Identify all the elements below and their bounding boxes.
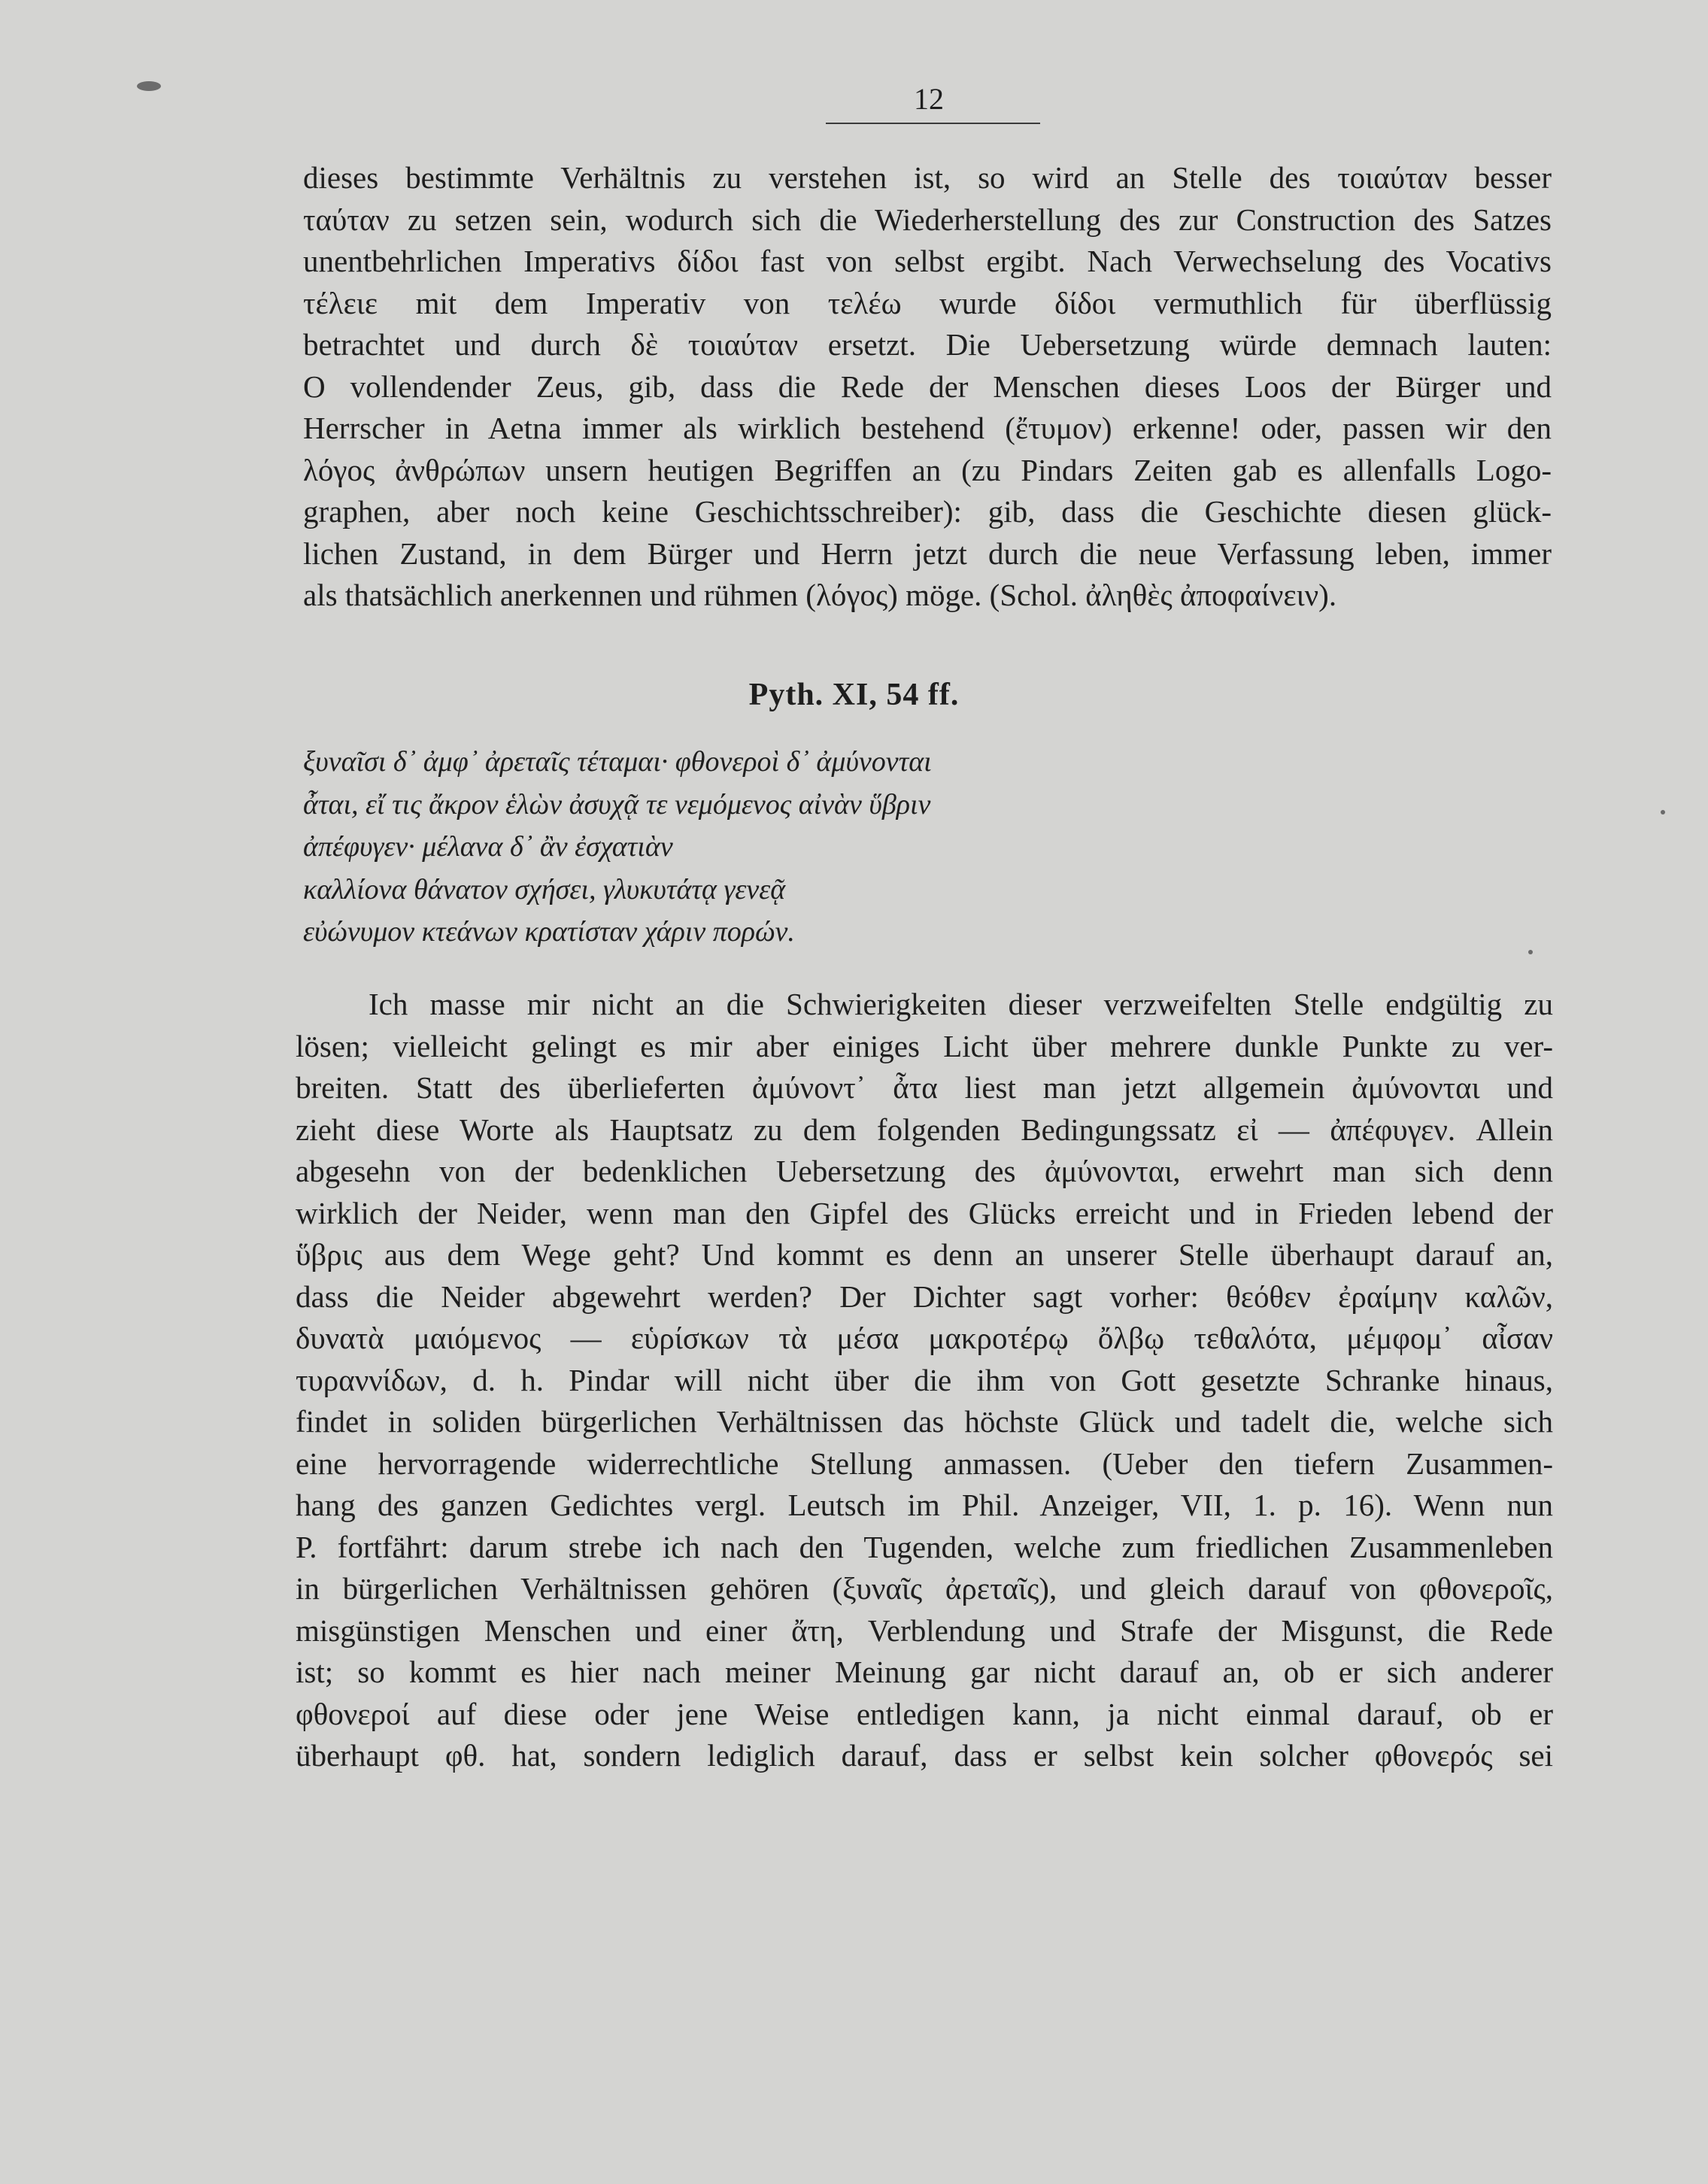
- verse-line: ξυναῖσι δ᾽ ἀμφ᾽ ἀρεταῖς τέταμαι· φθονεροὶ δ᾽ ἀμύνονται: [303, 746, 932, 778]
- text-line: überhaupt φθ. hat, sondern lediglich darauf, dass er selbst kein solcher φθονερός sei: [296, 1738, 1553, 1773]
- text-line: misgünstigen Menschen und einer ἄτη, Verblendung und Strafe der Misgunst, die Rede: [296, 1612, 1553, 1648]
- header-rule: [826, 123, 1040, 124]
- text-line: τυραννίδων, d. h. Pindar will nicht über die ihm von Gott gesetzte Schranke hinaus,: [296, 1362, 1553, 1397]
- text-line: lichen Zustand, in dem Bürger und Herrn jetzt durch die neue Verfassung leben, immer: [303, 535, 1552, 571]
- verse-line: εὐώνυμον κτεάνων κρατίσταν χάριν πορών.: [303, 916, 795, 948]
- text-line: Herrscher in Aetna immer als wirklich bestehend (ἔτυμον) erkenne! oder, passen wir den: [303, 411, 1552, 445]
- section-heading: Pyth. XI, 54 ff.: [748, 678, 960, 712]
- text-line: δυνατὰ μαιόμενος — εὑρίσκων τὰ μέσα μακροτέρῳ ὄλβῳ τεθαλότα, μέμφομ᾽ αἶσαν: [296, 1321, 1553, 1355]
- ink-smudge: [137, 81, 161, 91]
- verse-line: ἆται, εἴ τις ἄκρον ἑλὼν ἀσυχᾷ τε νεμόμενος αἰνὰν ὕβριν: [303, 788, 931, 821]
- margin-speck: [1661, 810, 1665, 814]
- text-line: zieht diese Worte als Hauptsatz zu dem folgenden Bedingungssatz εἰ — ἀπέφυγεν. Allein: [296, 1112, 1553, 1147]
- text-line: in bürgerlichen Verhältnissen gehören (ξυναῖς ἀρεταῖς), und gleich darauf von φθονεροῖς,: [296, 1571, 1553, 1606]
- greek-verse-quotation: [303, 741, 932, 954]
- text-line: abgesehn von der bedenklichen Uebersetzung des ἀμύνονται, erwehrt man sich denn: [296, 1154, 1553, 1188]
- text-line: betrachtet und durch δὲ τοιαύταν ersetzt. Die Uebersetzung würde demnach lauten:: [303, 327, 1552, 362]
- text-line: wirklich der Neider, wenn man den Gipfel des Glücks erreicht und in Frieden lebend der: [296, 1195, 1553, 1230]
- text-line: λόγος ἀνθρώπων unsern heutigen Begriffen an (zu Pindars Zeiten gab es allenfalls Logo-: [303, 452, 1552, 487]
- text-line: φθονεροί auf diese oder jene Weise entledigen kann, ja nicht einmal darauf, ob er: [296, 1696, 1553, 1731]
- text-line: ταύταν zu setzen sein, wodurch sich die Wiederherstellung des zur Construction des Satzes: [303, 202, 1552, 237]
- text-line: findet in soliden bürgerlichen Verhältnissen das höchste Glück und tadelt die, welche sich: [296, 1404, 1553, 1439]
- text-line: graphen, aber noch keine Geschichtsschreiber): gib, dass die Geschichte diesen glück-: [303, 494, 1552, 529]
- verse-line: ἀπέφυγεν· μέλανα δ᾽ ἂν ἐσχατιὰν: [303, 831, 673, 863]
- text-line: lösen; vielleicht gelingt es mir aber einiges Licht über mehrere dunkle Punkte zu ver-: [296, 1028, 1553, 1063]
- text-line: eine hervorragende widerrechtliche Stellung anmassen. (Ueber den tiefern Zusammen-: [296, 1445, 1553, 1481]
- paragraph-1: [303, 157, 1552, 617]
- text-line: τέλειε mit dem Imperativ von τελέω wurde δίδοι vermuthlich für überflüssig: [303, 285, 1552, 320]
- text-line: dieses bestimmte Verhältnis zu verstehen ist, so wird an Stelle des τοιαύταν besser: [303, 160, 1552, 195]
- margin-speck: [1528, 950, 1533, 954]
- page-number: 12: [914, 82, 944, 116]
- text-line: O vollendender Zeus, gib, dass die Rede der Menschen dieses Loos der Bürger und: [303, 369, 1552, 404]
- text-line: P. fortfährt: darum strebe ich nach den Tugenden, welche zum friedlichen Zusammenleben: [296, 1529, 1553, 1564]
- text-line: breiten. Statt des überlieferten ἀμύνοντ᾽ ἆτα liest man jetzt allgemein ἀμύνονται und: [296, 1070, 1553, 1105]
- text-line: hang des ganzen Gedichtes vergl. Leutsch im Phil. Anzeiger, VII, 1. p. 16). Wenn nun: [296, 1488, 1553, 1522]
- text-line: ist; so kommt es hier nach meiner Meinung gar nicht darauf an, ob er sich anderer: [296, 1655, 1553, 1689]
- paragraph-2: [296, 984, 1553, 1777]
- text-line: ὕβρις aus dem Wege geht? Und kommt es denn an unserer Stelle überhaupt darauf an,: [296, 1237, 1553, 1272]
- text-line: Ich masse mir nicht an die Schwierigkeiten dieser verzweifelten Stelle endgültig zu: [369, 987, 1553, 1021]
- text-line: unentbehrlichen Imperativs δίδοι fast von selbst ergibt. Nach Verwechselung des Vocativs: [303, 244, 1552, 278]
- verse-line: καλλίονα θάνατον σχήσει, γλυκυτάτᾳ γενεᾷ: [303, 873, 786, 905]
- text-line: als thatsächlich anerkennen und rühmen (λόγος) möge. (Schol. ἀληθὲς ἀποφαίνειν).: [303, 578, 1337, 612]
- text-line: dass die Neider abgewehrt werden? Der Dichter sagt vorher: θεόθεν ἐραίμην καλῶν,: [296, 1279, 1553, 1314]
